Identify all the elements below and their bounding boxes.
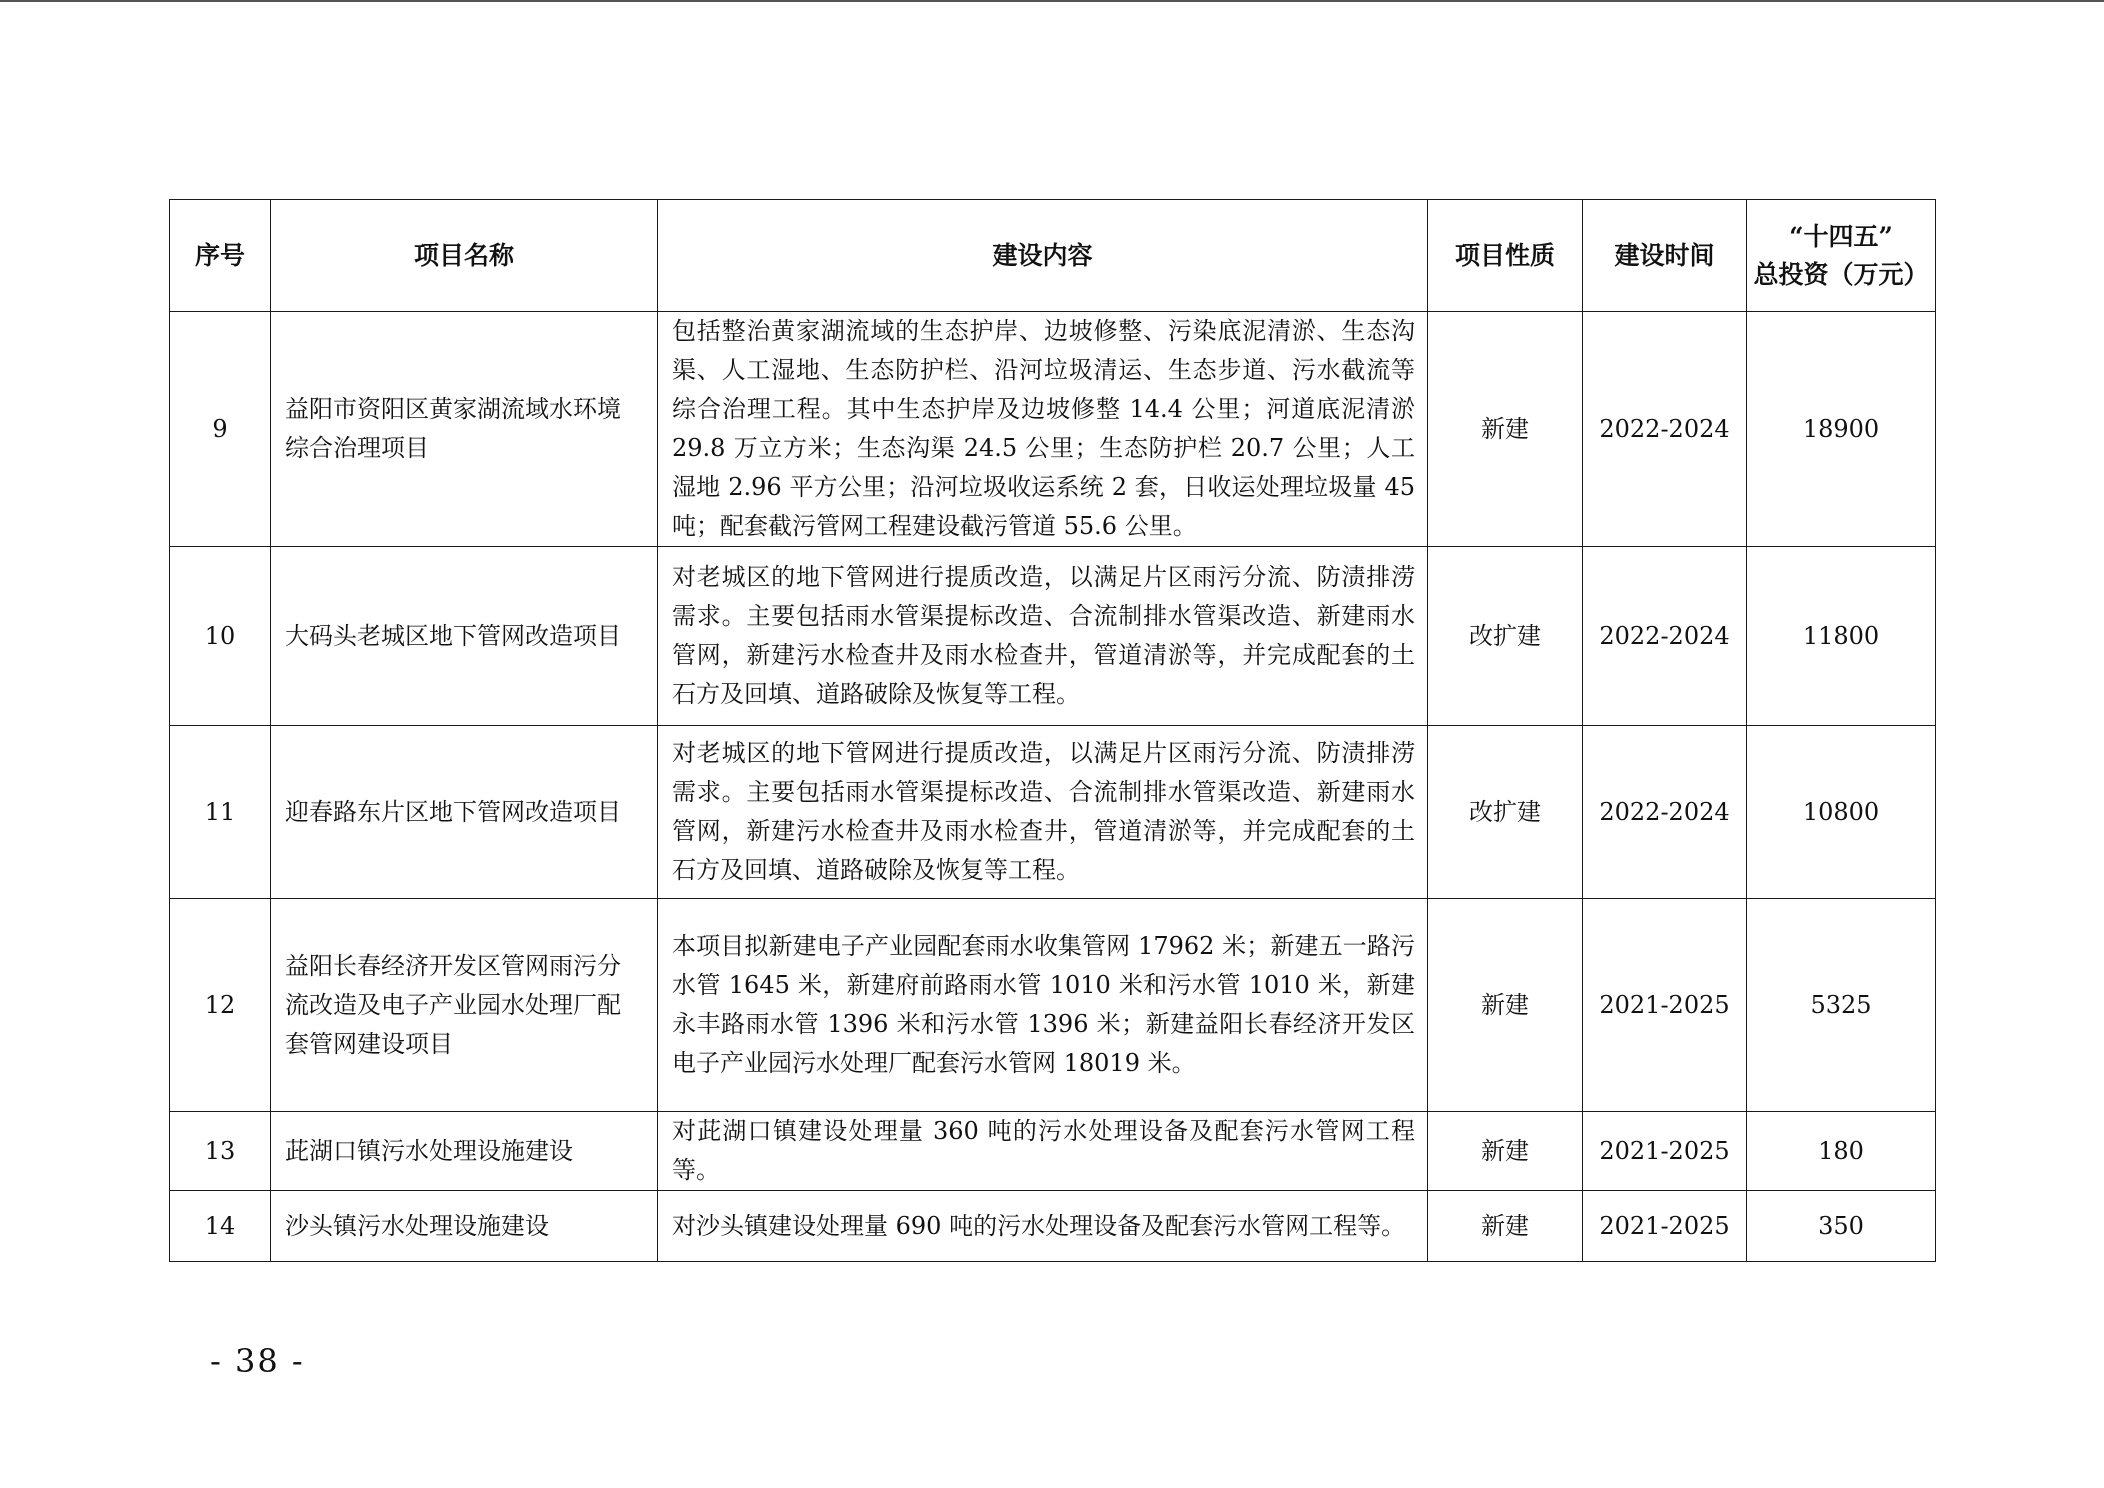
- cell-seq: 12: [170, 899, 271, 1112]
- table-row: [170, 899, 1936, 1112]
- header-nature: 项目性质: [1428, 200, 1583, 312]
- header-investment-line2: 总投资（万元）: [1753, 259, 1929, 289]
- table-row: [170, 1112, 1936, 1191]
- top-border-line: [0, 0, 2104, 2]
- cell-seq: 14: [170, 1191, 271, 1262]
- cell-investment: 350: [1747, 1191, 1936, 1262]
- cell-name: 大码头老城区地下管网改造项目: [271, 547, 658, 726]
- page-number: - 38 -: [210, 1342, 305, 1380]
- cell-period: 2022-2024: [1583, 547, 1747, 726]
- cell-investment: 5325: [1747, 899, 1936, 1112]
- cell-seq: 10: [170, 547, 271, 726]
- cell-content: 包括整治黄家湖流域的生态护岸、边坡修整、污染底泥清淤、生态沟渠、人工湿地、生态防护栏、沿河垃圾清运、生态步道、污水截流等综合治理工程。其中生态护岸及边坡修整 14.4 公里；河道底泥清淤 29.8 万立方米；生态沟渠 24.5 公里；生态防护栏 20.7 公里；人工湿地 2.96 平方公里；沿河垃圾收运系统 2 套，日收运处理垃圾量 45 吨；配套截污管网工程建设截污管道 55.6 公里。: [658, 312, 1428, 547]
- cell-nature: 新建: [1428, 1191, 1583, 1262]
- header-name: 项目名称: [271, 200, 658, 312]
- table-row: [170, 726, 1936, 899]
- header-seq: 序号: [170, 200, 271, 312]
- cell-name: 益阳长春经济开发区管网雨污分流改造及电子产业园水处理厂配套管网建设项目: [271, 899, 658, 1112]
- header-period: 建设时间: [1583, 200, 1747, 312]
- table-row: [170, 312, 1936, 547]
- cell-content: 本项目拟新建电子产业园配套雨水收集管网 17962 米；新建五一路污水管 1645 米，新建府前路雨水管 1010 米和污水管 1010 米，新建永丰路雨水管 1396 米和污水管 1396 米；新建益阳长春经济开发区电子产业园污水处理厂配套污水管网 18019 米。: [658, 899, 1428, 1112]
- cell-name: 迎春路东片区地下管网改造项目: [271, 726, 658, 899]
- table-header-row: [170, 200, 1936, 312]
- header-content: 建设内容: [658, 200, 1428, 312]
- cell-period: 2022-2024: [1583, 312, 1747, 547]
- cell-investment: 10800: [1747, 726, 1936, 899]
- header-investment: [1747, 200, 1936, 312]
- cell-investment: 18900: [1747, 312, 1936, 547]
- cell-seq: 11: [170, 726, 271, 899]
- cell-content: 对老城区的地下管网进行提质改造，以满足片区雨污分流、防渍排涝需求。主要包括雨水管渠提标改造、合流制排水管渠改造、新建雨水管网，新建污水检查井及雨水检查井，管道清淤等，并完成配套的土石方及回填、道路破除及恢复等工程。: [658, 547, 1428, 726]
- cell-period: 2022-2024: [1583, 726, 1747, 899]
- cell-seq: 13: [170, 1112, 271, 1191]
- cell-nature: 新建: [1428, 1112, 1583, 1191]
- project-table: [169, 199, 1936, 1262]
- cell-name: 茈湖口镇污水处理设施建设: [271, 1112, 658, 1191]
- cell-period: 2021-2025: [1583, 1112, 1747, 1191]
- cell-investment: 11800: [1747, 547, 1936, 726]
- header-investment-line1: “十四五”: [1789, 221, 1893, 251]
- cell-nature: 新建: [1428, 312, 1583, 547]
- cell-seq: 9: [170, 312, 271, 547]
- cell-content: 对茈湖口镇建设处理量 360 吨的污水处理设备及配套污水管网工程等。: [658, 1112, 1428, 1191]
- table-row: [170, 1191, 1936, 1262]
- cell-period: 2021-2025: [1583, 899, 1747, 1112]
- cell-name: 沙头镇污水处理设施建设: [271, 1191, 658, 1262]
- cell-content: 对沙头镇建设处理量 690 吨的污水处理设备及配套污水管网工程等。: [658, 1191, 1428, 1262]
- cell-name: 益阳市资阳区黄家湖流域水环境综合治理项目: [271, 312, 658, 547]
- table-row: [170, 547, 1936, 726]
- cell-nature: 改扩建: [1428, 547, 1583, 726]
- cell-period: 2021-2025: [1583, 1191, 1747, 1262]
- cell-content: 对老城区的地下管网进行提质改造，以满足片区雨污分流、防渍排涝需求。主要包括雨水管渠提标改造、合流制排水管渠改造、新建雨水管网，新建污水检查井及雨水检查井，管道清淤等，并完成配套的土石方及回填、道路破除及恢复等工程。: [658, 726, 1428, 899]
- cell-nature: 新建: [1428, 899, 1583, 1112]
- cell-investment: 180: [1747, 1112, 1936, 1191]
- cell-nature: 改扩建: [1428, 726, 1583, 899]
